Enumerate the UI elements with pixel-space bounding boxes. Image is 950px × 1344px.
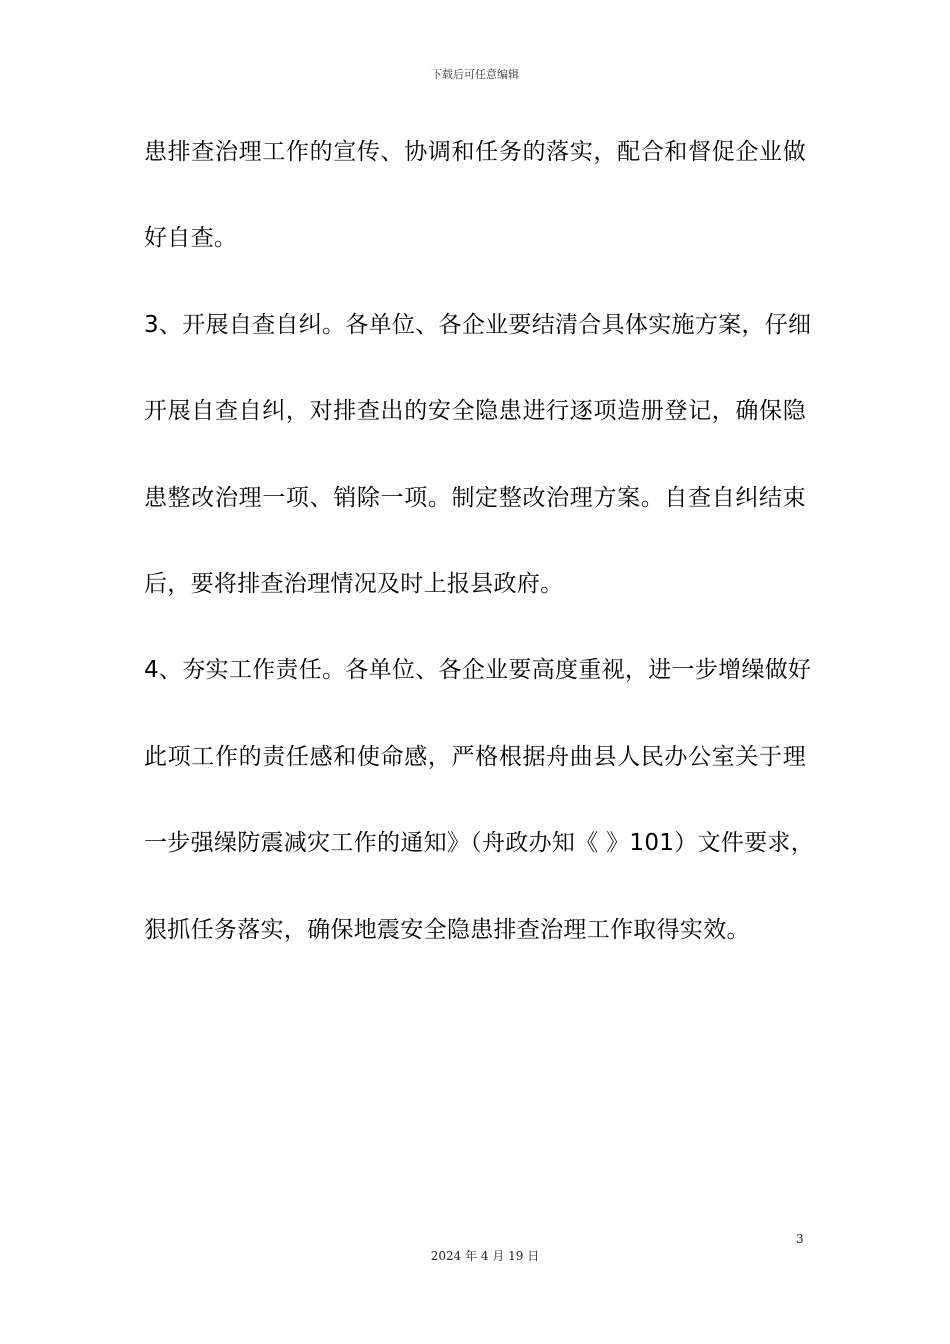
body-line: 患整改治理一项、销除一项。制定整改治理方案。自查自纠结束: [144, 484, 806, 511]
header-note: 下载后可任意编辑: [431, 68, 519, 81]
body-text: [144, 128, 815, 992]
body-line: 4、夯实工作责任。各单位、各企业要高度重视，进一步增缲做好: [144, 657, 812, 684]
body-line: 患排查治理工作的宣传、协调和任务的落实，配合和督促企业做: [144, 139, 806, 165]
body-line: 后，要将排查治理情况及时上报县政府。: [144, 570, 564, 597]
body-line: 开展自查自纠，对排查出的安全隐患进行逐项造册登记，确保隐: [144, 398, 806, 425]
footer-date: 2024 年 4 月 19 日: [430, 1249, 540, 1263]
body-line: 好自查。: [144, 225, 238, 252]
body-line: 一步强缲防震减灾工作的通知》（舟政办知《 》101）文件要求，: [144, 830, 815, 857]
body-line: 狠抓任务落实，确保地震安全隐患排查治理工作取得实效。: [144, 916, 750, 943]
page-number: 3: [796, 1232, 804, 1246]
body-line: 此项工作的责任感和使命感，严格根据舟曲县人民办公室关于理: [144, 743, 806, 770]
body-line: 3、开展自查自纠。各单位、各企业要结清合具体实施方案，仔细: [144, 311, 812, 338]
